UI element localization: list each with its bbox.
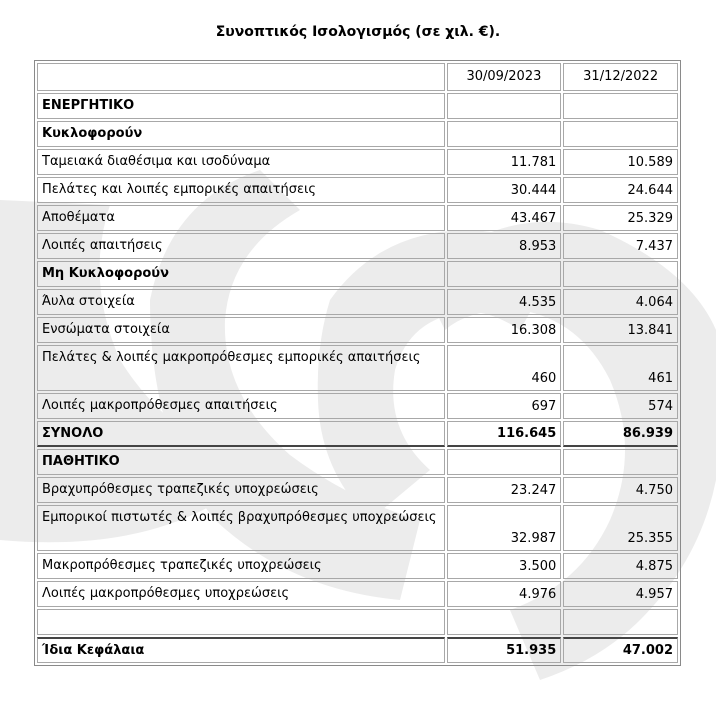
- row-value-2022: 4.957: [563, 581, 678, 607]
- table-row: [37, 149, 678, 175]
- row-label: Μη Κυκλοφορούν: [37, 261, 445, 287]
- row-value-2023: 697: [447, 393, 562, 419]
- header-row: [37, 63, 678, 91]
- total-assets-row: [37, 421, 678, 447]
- row-value-2022: 4.875: [563, 553, 678, 579]
- table-title: Συνοπτικός Ισολογισμός (σε χιλ. €).: [215, 24, 501, 40]
- table-row: [37, 289, 678, 315]
- row-value-2023: 11.781: [447, 149, 562, 175]
- row-label: ΕΝΕΡΓΗΤΙΚΟ: [37, 93, 445, 119]
- row-value-2022: [563, 261, 678, 287]
- row-label: Ταμειακά διαθέσιμα και ισοδύναμα: [37, 149, 445, 175]
- row-label: Λοιπές μακροπρόθεσμες απαιτήσεις: [37, 393, 445, 419]
- row-value-2023: 3.500: [447, 553, 562, 579]
- row-label: Ενσώματα στοιχεία: [37, 317, 445, 343]
- row-value-2023: [447, 93, 562, 119]
- table-row: [37, 581, 678, 607]
- table-row: [37, 553, 678, 579]
- table-row: [37, 233, 678, 259]
- row-value-2023: [447, 609, 562, 635]
- row-value-2022: 10.589: [563, 149, 678, 175]
- row-value-2022: 4.064: [563, 289, 678, 315]
- header-cell-label: [37, 63, 445, 91]
- row-value-2023: 4.976: [447, 581, 562, 607]
- row-value-2022: 461: [563, 345, 678, 391]
- row-label: Μακροπρόθεσμες τραπεζικές υποχρεώσεις: [37, 553, 445, 579]
- row-value-2023: 460: [447, 345, 562, 391]
- row-value-2023: 16.308: [447, 317, 562, 343]
- table-row: [37, 317, 678, 343]
- section-row-non-current: [37, 261, 678, 287]
- table-row: [37, 205, 678, 231]
- row-label: Κυκλοφορούν: [37, 121, 445, 147]
- header-cell-date-2022: 31/12/2022: [563, 63, 678, 91]
- section-row-liabilities: [37, 449, 678, 475]
- row-value-2022: 4.750: [563, 477, 678, 503]
- equity-row: [37, 637, 678, 663]
- row-value-2023: 8.953: [447, 233, 562, 259]
- row-label: Αποθέματα: [37, 205, 445, 231]
- table-row: [37, 177, 678, 203]
- section-row-current: [37, 121, 678, 147]
- row-value-2023: [447, 261, 562, 287]
- row-label: Εμπορικοί πιστωτές & λοιπές βραχυπρόθεσμες υποχρεώσεις: [37, 505, 445, 551]
- row-label: Λοιπές απαιτήσεις: [37, 233, 445, 259]
- row-value-2022: 47.002: [563, 637, 678, 663]
- row-label: Βραχυπρόθεσμες τραπεζικές υποχρεώσεις: [37, 477, 445, 503]
- row-label: ΠΑΘΗΤΙΚΟ: [37, 449, 445, 475]
- row-value-2023: [447, 121, 562, 147]
- row-value-2022: [563, 449, 678, 475]
- section-row-assets: [37, 93, 678, 119]
- row-value-2022: [563, 121, 678, 147]
- row-value-2023: 4.535: [447, 289, 562, 315]
- row-label: Πελάτες και λοιπές εμπορικές απαιτήσεις: [37, 177, 445, 203]
- row-label: [37, 609, 445, 635]
- row-label: Άυλα στοιχεία: [37, 289, 445, 315]
- row-value-2023: [447, 449, 562, 475]
- table-row: [37, 505, 678, 551]
- row-value-2023: 51.935: [447, 637, 562, 663]
- row-value-2022: 13.841: [563, 317, 678, 343]
- table-row: [37, 393, 678, 419]
- row-label: ΣΥΝΟΛΟ: [37, 421, 445, 447]
- row-value-2023: 30.444: [447, 177, 562, 203]
- row-value-2023: 43.467: [447, 205, 562, 231]
- row-value-2022: 25.329: [563, 205, 678, 231]
- row-value-2022: 86.939: [563, 421, 678, 447]
- row-value-2022: [563, 609, 678, 635]
- header-cell-date-2023: 30/09/2023: [447, 63, 562, 91]
- table-row: [37, 477, 678, 503]
- row-label: Ίδια Κεφάλαια: [37, 637, 445, 663]
- balance-sheet-table: [34, 60, 681, 666]
- table-row: [37, 345, 678, 391]
- row-value-2023: 23.247: [447, 477, 562, 503]
- row-value-2022: 25.355: [563, 505, 678, 551]
- row-value-2023: 116.645: [447, 421, 562, 447]
- row-value-2023: 32.987: [447, 505, 562, 551]
- row-value-2022: 7.437: [563, 233, 678, 259]
- row-value-2022: 574: [563, 393, 678, 419]
- row-label: Λοιπές μακροπρόθεσμες υποχρεώσεις: [37, 581, 445, 607]
- row-label: Πελάτες & λοιπές μακροπρόθεσμες εμπορικές απαιτήσεις: [37, 345, 445, 391]
- row-value-2022: 24.644: [563, 177, 678, 203]
- row-value-2022: [563, 93, 678, 119]
- empty-row: [37, 609, 678, 635]
